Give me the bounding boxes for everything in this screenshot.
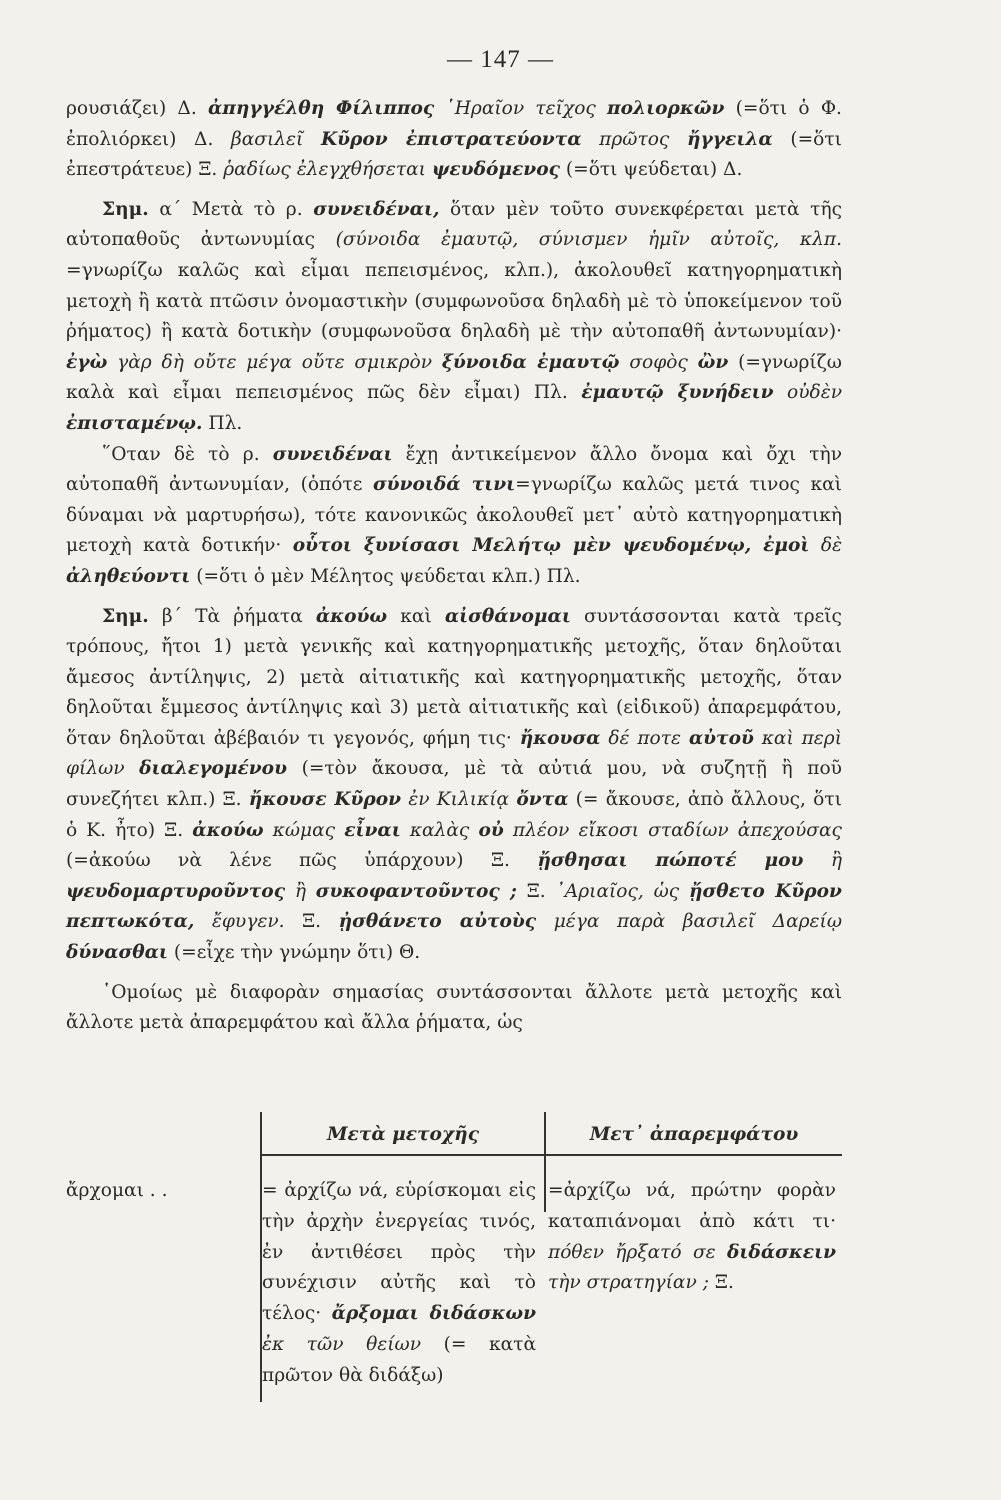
greek-example: πολιορκῶν	[607, 98, 725, 119]
greek-example: πόθεν ἤρξατό σε	[548, 1241, 716, 1263]
greek-example: δύνασθαι	[66, 942, 168, 964]
text-run: συντάσσονται κατὰ τρεῖς τρόπους, ἤτοι 1) μετὰ γενικῆς καὶ κατηγορηματικῆς μετοχῆς, ὅταν δηλοῦται ἄμεσος ἀντίληψις, 2) μετὰ αἰτιατικῆς καὶ κατηγορηματικῆς μετοχῆς, ὅταν δηλοῦται ἔμμεσος ἀντίληψις καὶ 3) μετὰ αἰτιατικῆς καὶ (εἰδικοῦ) ἀπαρεμφάτου, ὅταν δηλοῦται ἀβέβαιόν τι γεγονός, φήμη τις·	[66, 605, 842, 749]
text-run: ῞Οταν δὲ τὸ ρ.	[102, 443, 260, 465]
translation: (= ἄκουσε, ἀπὸ ἄλλους, ὅτι ὁ Κ. ἦτο) Ξ.	[66, 789, 842, 841]
text-run: ρουσιάζει) Δ.	[66, 98, 197, 119]
greek-term: συνειδέναι	[272, 443, 393, 465]
body-text	[66, 94, 842, 1039]
greek-example: ὄντα	[516, 789, 569, 811]
text-run: α΄ Μετὰ τὸ ρ.	[159, 198, 303, 220]
translation: (=ὅτι ὁ μὲν Μέλητος ψεύδεται κλπ.) Πλ.	[196, 565, 581, 587]
source-abbr: Πλ.	[208, 412, 243, 434]
greek-example: σοφὸς	[629, 351, 688, 373]
greek-example: (σύνοιδα ἐμαυτῷ, σύνισμεν ἡμῖν αὐτοῖς, κλπ.	[335, 229, 842, 251]
greek-example: ψευδόμενος	[431, 159, 560, 181]
greek-example: ξύνοιδα ἐμαυτῷ	[441, 351, 620, 373]
greek-term: σύνοιδά τινι	[372, 474, 516, 496]
greek-example: ἐπισταμένῳ.	[66, 412, 203, 434]
participle-meaning	[262, 1176, 536, 1392]
greek-example: ἐν Κιλικίᾳ	[408, 789, 510, 811]
greek-example: ᾐσθάνετο αὐτοὺς	[338, 911, 537, 933]
table-header-rule	[260, 1154, 842, 1156]
greek-example: πλέον εἴκοσι σταδίων ἀπεχούσας	[512, 819, 842, 841]
paragraph-examples	[66, 94, 842, 186]
greek-example: οὗτοι ξυνίσασι Μελήτῳ μὲν ψευδομένῳ, ἐμοὶ	[292, 535, 810, 557]
header-infinitive: Μετ᾽ ἀπαρεμφάτου	[589, 1124, 799, 1145]
greek-example: τὴν στρατηγίαν ;	[548, 1272, 709, 1294]
greek-example: εἶναι	[344, 819, 401, 841]
greek-example: ᾽Αριαῖος, ὡς	[555, 880, 680, 902]
greek-term: αἰσθάνομαι	[444, 605, 571, 627]
greek-example: οὐ	[478, 819, 504, 841]
page-number: — 147 —	[447, 46, 554, 73]
greek-example: ἤγγειλα	[686, 128, 773, 150]
greek-example: καλὰς	[409, 819, 470, 841]
note-beta	[66, 602, 842, 969]
greek-example: ἐγὼ	[66, 351, 108, 373]
verb-archomai: ἄρχομαι . .	[66, 1180, 168, 1201]
greek-example: ᾔσθετο Κῦρον πεπτωκότα,	[66, 880, 842, 933]
text-run: ἔχῃ ἀντικείμενον ἄλλο ὄνομα καὶ ὄχι τὴν αὐτοπαθῆ ἀντωνυμίαν, (ὁπότε	[66, 443, 842, 496]
source-abbr: Ξ.	[302, 911, 322, 933]
greek-example: ἢ	[830, 850, 842, 872]
greek-example: ἀληθεύοντι	[66, 565, 191, 587]
paragraph-omoios: ῾Ομοίως μὲ διαφορὰν σημασίας συντάσσονται ἄλλοτε μετὰ μετοχῆς καὶ ἄλλοτε μετὰ ἀπαρεμφάτου καὶ ἄλλα ῥήματα, ὡς	[66, 981, 842, 1034]
greek-example: ἀκούω	[192, 819, 264, 841]
translation: (=τὸν ἄκουσα, μὲ τὰ αὐτιά μου, νὰ συζητῇ ἢ ποῦ συνεζήτει κλπ.) Ξ.	[66, 758, 842, 811]
greek-example: ψευδομαρτυροῦντος	[66, 880, 286, 902]
greek-example: συκοφαντοῦντος ;	[315, 880, 517, 902]
greek-example: καὶ περὶ φίλων	[66, 727, 843, 780]
greek-example: μέγα παρὰ βασιλεῖ Δαρείῳ	[553, 911, 842, 933]
translation: (=ὅτι ψεύδεται) Δ.	[565, 159, 743, 181]
greek-example: ἄρξομαι διδάσκων	[331, 1303, 536, 1325]
source-abbr: Ξ.	[526, 880, 546, 902]
greek-term: συνειδέναι,	[313, 198, 440, 220]
note-label: Σημ.	[102, 198, 149, 220]
translation: (=εἶχε τὴν γνώμην ὅτι) Θ.	[173, 942, 421, 964]
greek-example: δέ ποτε	[608, 727, 681, 749]
greek-example: διδάσκειν	[727, 1241, 836, 1263]
greek-example: κώμας	[272, 819, 336, 841]
greek-example: ῥαδίως ἐλεγχθήσεται	[223, 159, 426, 181]
text-run: = ἀρχίζω νά, εὑρίσκομαι εἰς τὴν ἀρχὴν ἐνεργείας τινός, ἐν ἀντιθέσει πρὸς τὴν συνέχισιν αὐτῆς καὶ τὸ τέλος·	[262, 1180, 536, 1325]
note-label: Σημ.	[102, 605, 149, 627]
source-abbr: Ξ.	[714, 1272, 734, 1294]
translation: (=ἀκούω νὰ λένε πῶς ὑπάρχουν) Ξ.	[66, 850, 510, 872]
greek-example: πρῶτος	[599, 128, 670, 150]
greek-example: ἀπηγγέλθη Φίλιππος	[207, 98, 435, 119]
translation: (=γνωρίζω καλὰ καὶ εἶμαι πεπεισμένος πῶς δὲν εἶμαι) Πλ.	[66, 351, 842, 404]
greek-example: ἤκουσε Κῦρον	[248, 789, 402, 811]
paragraph-otan	[66, 440, 842, 593]
greek-example: αὐτοῦ	[688, 727, 754, 749]
translation: (=ὅτι ὁ Φ. ἐπολιόρκει) Δ.	[66, 98, 842, 150]
note-alpha	[66, 195, 842, 440]
text-run: =γνωρίζω καλῶς μετά τινος καὶ δύναμαι νὰ μαρτυρήσω), τότε κανονικῶς ἀκολουθεῖ μετ᾽ αὐτὸ κατηγορηματικὴ μετοχὴ κατὰ δοτικήν·	[66, 474, 842, 557]
greek-example: διαλεγομένου	[139, 758, 287, 780]
greek-example: ἔφυγεν.	[211, 911, 285, 933]
greek-example: ᾔσθησαι πώποτέ μου	[537, 850, 804, 872]
greek-example: Κῦρον ἐπιστρατεύοντα	[320, 128, 582, 150]
greek-example: ὢν	[697, 351, 729, 373]
text-run: =ἀρχίζω νά, πρώτην φορὰν καταπιάνομαι ἀπὸ κάτι τι·	[548, 1180, 836, 1232]
text-run: καὶ	[400, 605, 432, 627]
syntax-table	[66, 1112, 842, 1402]
greek-example: γὰρ δὴ οὔτε μέγα οὔτε σμικρὸν	[117, 351, 433, 373]
greek-example: ἐκ τῶν θείων	[262, 1333, 421, 1355]
greek-example: βασιλεῖ	[230, 128, 304, 150]
greek-example: ἤκουσα	[519, 727, 601, 749]
greek-term: ἀκούω	[315, 605, 388, 627]
text-run: β΄ Τὰ ῥήματα	[161, 605, 303, 627]
greek-example: οὐδὲν	[787, 382, 843, 404]
text-run: =γνωρίζω καλῶς καὶ εἶμαι πεπεισμένος, κλπ.), ἀκολουθεῖ κατηγορηματικὴ μετοχὴ ἢ κατὰ πτῶσιν ὀνομαστικὴν (συμφωνοῦσα δηλαδὴ μὲ τὸ ὑποκείμενον τοῦ ῥήματος) ἢ κατὰ δοτικὴν (συμφωνοῦσα δηλαδὴ μὲ τὴν αὐτοπαθῆ ἀντωνυμίαν)·	[66, 259, 842, 343]
header-participle: Μετὰ μετοχῆς	[326, 1124, 480, 1145]
greek-example: ἢ	[294, 880, 306, 902]
greek-example: δὲ	[820, 535, 842, 557]
text-run: ὅταν μὲν τοῦτο συνεκφέρεται μετὰ τῆς αὐτοπαθοῦς ἀντωνυμίας	[66, 198, 843, 251]
translation: (= κατὰ πρῶτον θὰ διδάξω)	[262, 1333, 537, 1386]
greek-example: ῾Ηραῖον τεῖχος	[445, 98, 596, 119]
greek-example: ἐμαυτῷ ξυνήδειν	[581, 382, 774, 404]
infinitive-meaning	[548, 1176, 836, 1299]
translation: (=ὅτι ἐπεστράτευε) Ξ.	[66, 128, 842, 181]
